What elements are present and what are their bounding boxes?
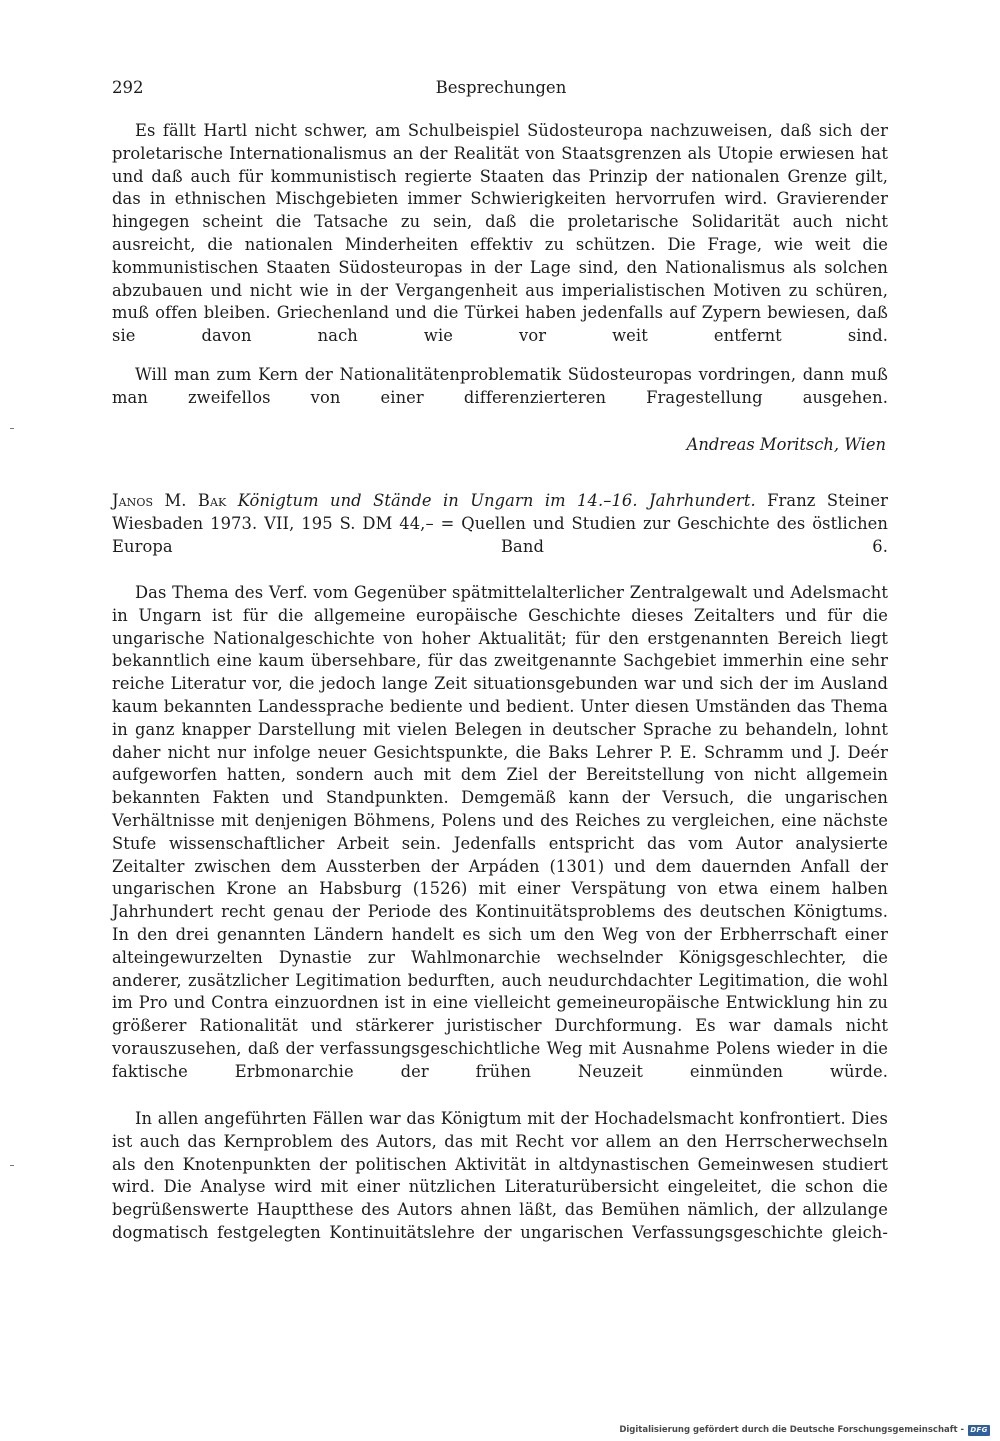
page-header (112, 78, 890, 102)
citation-author: Janos M. Bak (112, 491, 227, 510)
book-citation (112, 490, 888, 558)
margin-scan-mark (10, 1165, 14, 1166)
digitization-footer (619, 1423, 990, 1437)
review1-paragraph-1: Es fällt Hartl nicht schwer, am Schulbeispiel Südosteuropa nachzuweisen, daß sich der proletarische Internationalismus an der Realität von Staatsgrenzen als Utopie erwiesen hat und daß auch für kommunistisch regierte Staaten das Prinzip der nationalen Grenze gilt, das in ethnischen Mischgebieten immer Schwierigkeiten hervorrufen wird. Gravierender hingegen scheint die Tatsache zu sein, daß die proletarische Solidarität auch nicht ausreicht, die nationalen Minderheiten effektiv zu schützen. Die Frage, wie weit die kommunistischen Staaten Südosteuropas in der Lage sind, den Nationalismus als solchen abzubauen und nicht wie in der Vergangenheit aus imperialistischen Motiven zu schüren, muß offen bleiben. Griechenland und die Türkei haben jedenfalls auf Zypern bewiesen, daß sie davon nach wie vor weit entfernt sind. (112, 121, 888, 346)
citation-title: Königtum und Stände in Ungarn im 14.–16. Jahrhundert. (237, 491, 756, 510)
footer-text: Digitalisierung gefördert durch die Deutsche Forschungsgemeinschaft - (619, 1425, 964, 1435)
review2-paragraph-2: In allen angeführten Fällen war das Königtum mit der Hochadelsmacht konfrontiert. Dies ist auch das Kernproblem des Autors, das mit Recht vor allem an den Herrscherwechseln als den Knotenpunkten der politischen Aktivität in altdynastischen Gemeinwesen studiert wird. Die Analyse wird mit einer nützlichen Literaturübersicht eingeleitet, die schon die begrüßenswerte Hauptthese des Autors ahnen läßt, das Bemühen nämlich, der allzulange dogmatisch festgelegten Kontinuitätslehre der ungarischen Verfassungsgeschichte gleich- (112, 1109, 888, 1242)
review1-paragraph-2: Will man zum Kern der Nationalitätenproblematik Südosteuropas vordringen, dann muß man zweifellos von einer differenzierteren Fragestellung ausgehen. (112, 365, 888, 407)
review2-paragraph-1: Das Thema des Verf. vom Gegenüber spätmittelalterlicher Zentralgewalt und Adelsmacht in Ungarn ist für die allgemeine europäische Geschichte dieses Zeitalters und für die ungarische Nationalgeschichte von hoher Aktualität; für den erstgenannten Bereich liegt bekanntlich eine kaum übersehbare, für das zweitgenannte Sachgebiet immerhin eine sehr reiche Literatur vor, die jedoch lange Zeit situationsgebunden war und sich der im Ausland kaum bekannten Landessprache bediente und bedient. Unter diesen Umständen das Thema in ganz knapper Darstellung mit vielen Belegen in deutscher Sprache zu behandeln, lohnt daher nicht nur infolge neuer Gesichtspunkte, die Baks Lehrer P. E. Schramm und J. Deér aufgeworfen hatten, sondern auch mit dem Ziel der Bereitstellung von nicht allgemein bekannten Fakten und Standpunkten. Demgemäß kann der Versuch, die ungarischen Verhältnisse mit denjenigen Böhmens, Polens und des Reiches zu vergleichen, eine nächste Stufe wissenschaftlicher Arbeit sein. Jedenfalls entspricht das vom Autor analysierte Zeitalter zwischen dem Aussterben der Arpáden (1301) und dem dauernden Anfall der ungarischen Krone an Habsburg (1526) mit einer Verspätung von etwa einem halben Jahrhundert recht genau der Periode des Kontinuitätsproblems des deutschen Königtums. In den drei genannten Ländern handelt es sich um den Weg von der Erbherrschaft einer alteingewurzelten Dynastie zur Wahlmonarchie wechselnder Königsgeschlechter, die anderer, zusätzlicher Legitimation bedurften, auch neudurchdachter Legitimation, die wohl im Pro und Contra einzuordnen ist in eine vielleicht gemeineuropäische Entwicklung hin zu größerer Rationalität und stärkerer juristischer Durchformung. Es war damals nicht vorauszusehen, daß der verfassungsgeschichtliche Weg mit Ausnahme Polens wieder in die faktische Erbmonarchie der frühen Neuzeit einmünden würde. (112, 583, 888, 1081)
citation-details: Franz Steiner Wiesbaden 1973. VII, 195 S. DM 44,– = Quellen und Studien zur Geschichte des östlichen Europa Band 6. (112, 491, 888, 556)
reviewer-signature: Andreas Moritsch, Wien (686, 435, 886, 454)
margin-scan-mark (10, 428, 14, 429)
page-number: 292 (112, 78, 144, 97)
dfg-logo: DFG (968, 1425, 990, 1436)
running-head: Besprechungen (435, 78, 567, 97)
